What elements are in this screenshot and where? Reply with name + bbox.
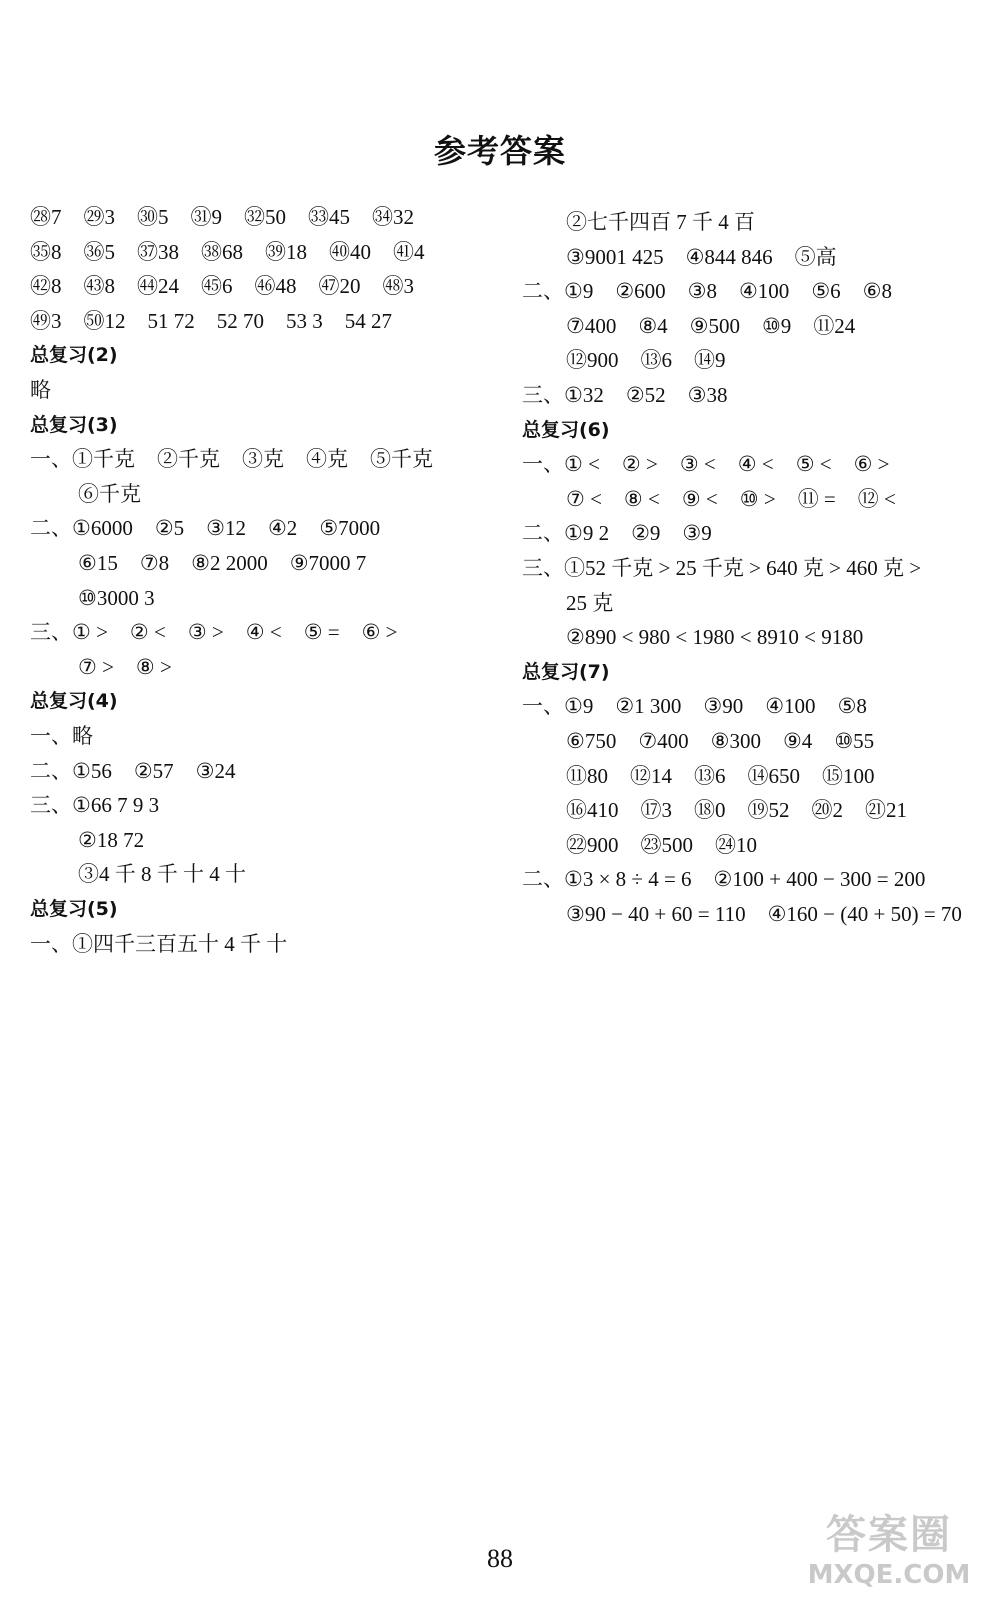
part-label: 二、 [522,279,564,304]
section-heading: 总复习(6) [522,418,610,441]
answer-item: ⑫ < [857,486,896,511]
answer-item: ㊾3 [30,308,62,333]
answer-item: ⑥ > [361,620,398,645]
answer-item: ④ < [245,620,282,645]
answer-item: ㉙3 [83,205,115,229]
answer-line [30,618,420,646]
answer-item: ①9 [564,694,594,719]
answer-item: ① < [564,452,600,477]
answer-item: ③38 [687,383,728,407]
answer-item: ② < [129,620,166,645]
answer-item: ㊿12 [83,308,126,333]
answer-line [30,930,309,958]
answer-item: ②5 [154,516,185,541]
answer-item: ⑦400 [566,313,617,338]
answer-item: ⑮100 [822,763,875,788]
answer-item: ㉚5 [137,205,169,229]
answer-item: ①9 [564,279,594,304]
answer-item: ㊽3 [382,274,414,299]
answer-line [30,376,73,404]
answer-item: ⑥15 [78,551,118,575]
answer-item: ⑧ < [623,486,660,511]
part-label: 一、 [522,694,564,719]
answer-line [30,203,436,231]
answer-line [522,450,912,478]
answer-item: 52 70 [216,308,264,333]
answer-item: ⑩55 [834,729,875,753]
answer-item: ㉓500 [640,832,693,857]
answer-item: ④克 [306,447,348,472]
answer-item: ②57 [133,758,174,783]
answer-item: ㊻48 [254,274,297,299]
answer-item: ③8 [687,279,717,304]
answer-item: ㉑21 [865,798,907,823]
answer-line [78,549,388,577]
answer-item: ⑤8 [837,694,867,719]
answer-item: ㊱5 [83,239,115,264]
answer-line [78,826,166,854]
part-label: 二、 [30,516,72,541]
answer-item: ③24 [195,758,236,783]
answer-item: ⑪80 [566,763,608,788]
answer-item: ⑨ < [681,486,718,511]
answer-item: ⑫900 [566,348,619,373]
page-number: 88 [487,1544,513,1573]
section-heading: 总复习(3) [30,413,118,436]
answer-item: ⑩ > [739,486,776,511]
answer-line [522,277,914,305]
answer-line [566,796,929,824]
answer-line [566,485,918,513]
answer-item: 略 [30,378,51,402]
part-label: 二、 [522,521,564,546]
answer-item: ③克 [242,447,284,472]
answer-item: ③90 − 40 + 60 = 110 [566,902,746,926]
page-title: 参考答案 [433,132,566,170]
answer-line [78,653,194,681]
answer-line [78,584,177,612]
answer-item: ⑨500 [689,313,740,338]
answer-item: ⑤6 [811,279,841,304]
answer-item: ③4 千 8 千 十 4 十 [78,862,246,887]
answer-item: ⑯410 [566,798,619,823]
answer-line [30,445,455,473]
answer-line [566,243,859,271]
answer-item: ⑥750 [566,729,617,753]
answer-item: ⑤高 [794,244,837,269]
answer-item: ㉜50 [244,205,286,229]
answer-item: ①6000 [72,516,133,541]
answer-item: ④2 [267,516,298,541]
answer-item: ⑧300 [710,729,761,753]
part-label: 二、 [522,867,564,892]
answer-item: ⑪ = [797,486,836,511]
answer-item: ㉘7 [30,205,62,229]
answer-line [566,831,779,859]
answer-item: ④844 846 [685,244,773,269]
answer-item: ⑦ > [78,654,114,679]
part-label: 三、 [30,793,72,818]
watermark-url: MXQE.COM [807,1560,971,1590]
answer-item: ⑤ < [795,452,832,477]
answer-item: ②1 300 [615,694,682,719]
part-label: 二、 [30,758,72,783]
answer-item: ②600 [615,279,666,304]
answer-item: ③9001 425 [566,244,664,269]
answer-line [30,238,447,266]
answer-item: ㉟8 [30,239,62,264]
part-label: 三、 [522,383,564,407]
answer-item: ②18 72 [78,827,145,852]
answer-item: 25 克 [566,590,614,615]
answer-item: ⑬6 [640,348,672,373]
answer-item: ⑥ > [853,452,890,477]
section-heading: 总复习(5) [30,898,118,920]
answer-line [30,307,414,335]
answer-item: ④100 [765,694,816,719]
answer-line [566,589,635,617]
part-label: 三、 [30,620,72,645]
answer-item: ③ < [679,452,716,477]
answer-item: ① > [72,620,108,645]
answer-item: ①66 7 9 3 [72,793,160,818]
answer-item: ④ < [737,452,774,477]
answer-item: ③9 [682,521,712,546]
answer-item: ①9 2 [564,521,610,546]
answer-item: ③ > [187,620,224,645]
answer-item: ② > [621,452,658,477]
answer-item: ③90 [703,694,744,719]
answer-item: ⑪24 [813,313,856,338]
answer-item: ②七千四百 7 千 4 百 [566,210,755,234]
answer-item: ⑥8 [862,279,892,304]
answer-item: ①四千三百五十 4 千 十 [72,931,288,956]
answer-item: 略 [72,724,93,748]
answer-item: ⑰3 [640,798,672,823]
answer-item: ⑨7000 7 [289,551,367,575]
answer-item: ⑧4 [638,313,668,338]
answer-line [30,791,181,819]
answer-item: ⑥千克 [78,481,141,506]
answer-item: ㊹24 [137,274,179,299]
answer-item: ⑤千克 [370,447,433,472]
part-label: 一、 [522,452,564,477]
section-heading: 总复习(7) [522,660,610,683]
answer-line [566,208,777,236]
answer-item: ㊺6 [201,274,233,299]
answer-item: ②890 < 980 < 1980 < 8910 < 9180 [566,625,864,650]
answer-line [566,727,896,755]
answer-item: ⑩9 [761,313,792,338]
answer-item: ②100 + 400 − 300 = 200 [713,867,926,892]
answer-line [566,623,885,651]
answer-item: ⑧2 2000 [191,551,268,575]
answer-item: ㉒900 [566,832,619,857]
answer-line [566,346,748,374]
answer-item: 54 27 [344,308,392,333]
answer-item: ①千克 [72,447,135,472]
answer-line [522,692,889,720]
answer-item: ⑱0 [694,798,726,823]
answer-item: ㊴18 [265,239,307,264]
answer-item: 53 3 [286,308,323,333]
answer-item: ⑳2 [811,798,843,823]
answer-item: ㊶4 [393,239,425,264]
answer-item: ㉝45 [308,205,350,229]
answer-item: ㊼20 [318,274,361,299]
answer-item: ⑤ = [303,620,340,645]
answer-item: ④100 [738,279,790,304]
answer-item: ①32 [564,383,604,407]
answer-line [78,480,163,508]
answer-item: ㊲38 [137,239,179,264]
answer-item: ㉔10 [715,832,757,857]
part-label: 三、 [522,556,564,580]
answer-item: ⑭9 [694,348,726,373]
answer-item: ⑤7000 [319,516,381,541]
answer-item: ②9 [631,521,661,546]
watermark-text: 答案圈 [826,1512,952,1558]
answer-item: ⑲52 [747,798,790,823]
answer-item: ①3 × 8 ÷ 4 = 6 [564,867,692,892]
answer-item: ④160 − (40 + 50) = 70 [767,902,962,926]
answer-item: ⑭650 [747,763,800,788]
answer-item: ㉞32 [372,205,414,229]
answer-item: ①56 [72,758,112,783]
answer-line [522,381,749,409]
answer-item: ㊸8 [83,274,115,299]
answer-line [30,722,115,750]
answer-item: ⑧ > [135,654,172,679]
answer-item: ①52 千克 > 25 千克 > 640 克 > 460 克 > [564,556,922,580]
answer-item: ②52 [625,383,666,407]
answer-item: ㊳68 [201,239,243,264]
answer-line [566,900,984,928]
answer-line [522,519,734,547]
answer-item: 51 72 [147,308,195,333]
answer-item: ⑩3000 3 [78,585,155,610]
answer-line [566,312,877,340]
answer-line [522,865,947,893]
answer-item: ㉛9 [190,205,222,229]
answer-item: ②千克 [157,447,220,472]
answer-item: ㊵40 [329,239,371,264]
answer-line [78,860,268,888]
answer-item: ⑫14 [630,763,672,788]
answer-line [30,514,402,542]
part-label: 一、 [30,724,72,748]
answer-item: ⑦400 [638,729,689,753]
answer-line [566,762,897,790]
answer-line [30,757,257,785]
answer-line [522,554,943,582]
answer-item: ⑦ < [566,486,602,511]
answer-item: ③12 [206,516,246,541]
answer-line [30,272,436,300]
section-heading: 总复习(4) [30,690,118,713]
answer-item: ⑦8 [139,551,170,575]
answer-item: ⑬6 [694,763,726,788]
answer-item: ⑨4 [782,729,813,753]
section-heading: 总复习(2) [30,344,118,367]
part-label: 一、 [30,447,72,472]
watermark-logo [794,1510,984,1602]
answer-item: ㊷8 [30,274,62,299]
part-label: 一、 [30,931,72,956]
